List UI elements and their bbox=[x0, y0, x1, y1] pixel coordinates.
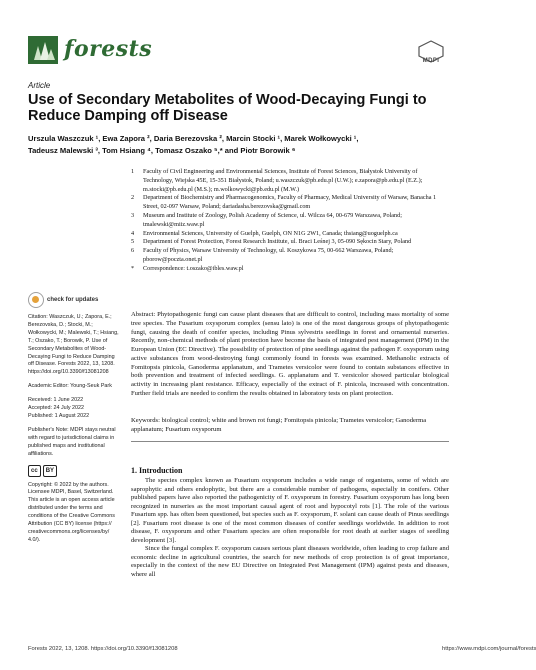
affiliation-item bbox=[131, 247, 449, 265]
forests-logo-icon bbox=[28, 36, 58, 64]
check-for-updates[interactable] bbox=[28, 292, 120, 308]
accepted-date: Accepted: 24 July 2022 bbox=[28, 405, 85, 412]
affiliation-number: 3 bbox=[131, 211, 135, 219]
citation-block[interactable]: Citation: Waszczuk, U.; Zapora, E.; Berezovska, D.; Stocki, M.; Wołkowycki, M.; Malewski, T.; Hsiang, T.; Oszako, T.; Borowik, P. Use of Secondary Metabolites of Wood-Decaying Fungi to Reduce Damping off Disease. Forests 2022, 13, 1208. https://doi.org/10.3390/f13081208 bbox=[28, 314, 119, 376]
authors-line-1[interactable]: Urszula Waszczuk ¹, Ewa Zapora ², Daria Berezovska ², Marcin Stocki ¹, Marek Wołkowycki ¹, bbox=[28, 134, 359, 143]
intro-paragraph: The species complex known as Fusarium oxysporum includes a wide range of organisms, some of which are saprophytic and others endophytic, but there are a considerable number of pathogens, especially in conifers. Other published papers have also reported the pathogenicity of F. oxysporum in forestry. Fusarium oxysporum has long been recognized in nurseries as the most important causal agent of root and hypocotyl rots [1]. The role of the various Fusarium spp. has often been questioned, but species such as F. oxysporum, F. solani can cause death of Pinus seedlings [2]. Fusarium root disease is one of the most common diseases of conifer seedlings worldwide. In addition to root disease, F. oxysporum and other Fusarium species are often responsible for root death at earlier stages of seedling development [3]. bbox=[131, 477, 449, 544]
article-title: Use of Secondary Metabolites of Wood-Decaying Fungi to Reduce Damping off Disease bbox=[28, 92, 427, 124]
affiliation-text: Environmental Sciences, University of Guelph, Guelph, ON N1G 2W1, Canada; thsiang@uoguelph.ca bbox=[143, 229, 398, 237]
affiliation-number: * bbox=[131, 264, 135, 272]
abstract: Abstract: Phytopathogenic fungi can cause plant diseases that are difficult to control, including mass mortality of some tree species. The Fusarium oxysporum complex (sensu lato) is one of the most dangerous groups of phytopathogenic fungi, causing the death of conifer species, including Pinus sylvestris seedlings in forest and ornamental nurseries. Recently, non-chemical methods of plant protection have become the basis of integrated pest management (IPM) in the European Union (EC Directive). The possibility of protection of pine seedlings against the pathogen F. oxysporum using active substances from wood-destroying fungi commonly found in forests was examined. Methanolic extracts of Fomitopsis pinicola, Ganoderma applanatum, and Trametes versicolor were found to contain substances effective in both prevention and treatment of infected seedlings. G. applanatum and T. versicolor showed particular biological activity in increasing plant resistance. Efficacy, especially of the extract of F. pinicola, increased with concentration. Further field trials are needed to confirm the results obtained in laboratory tests on plant protection. bbox=[131, 311, 449, 397]
affiliation-number: 5 bbox=[131, 238, 135, 246]
received-date: Received: 1 June 2022 bbox=[28, 397, 84, 404]
affiliation-text: Faculty of Civil Engineering and Environmental Sciences, Institute of Forest Sciences, Białystok University of Technology, Wiejska 45E, 15-351 Białystok, Poland; u.waszczuk@pb.edu.pl (U.W.); e.zapora@pb.edu.pl (E.Z.); m.stocki@pb.edu.pl (M.S.); m.wolkowycki@pb.edu.pl (M.W.) bbox=[143, 168, 423, 193]
affiliation-item bbox=[131, 212, 449, 230]
introduction-heading: 1. Introduction bbox=[131, 466, 183, 475]
keywords: Keywords: biological control; white and brown rot fungi; Fomitopsis pinicola; Trametes versicolor; Ganoderma applanatum; Fusarium oxysporum bbox=[131, 417, 427, 433]
affiliation-text: Department of Forest Protection, Forest Research Institute, ul. Braci Leśnej 3, 05-090 Sękocin Stary, Poland bbox=[143, 238, 412, 246]
cc-license-badge[interactable] bbox=[28, 465, 120, 477]
cc-icon: cc bbox=[28, 465, 41, 477]
mdpi-hexagon-icon bbox=[414, 40, 448, 58]
journal-url[interactable]: https://www.mdpi.com/journal/forests bbox=[442, 646, 536, 652]
correspondence-email[interactable]: Correspondence: t.oszako@ibles.waw.pl bbox=[143, 264, 244, 272]
affiliation-item bbox=[131, 168, 449, 194]
affiliation-number: 6 bbox=[131, 247, 135, 255]
published-date: Published: 1 August 2022 bbox=[28, 412, 90, 419]
copyright-notice: Copyright: © 2022 by the authors. Licensee MDPI, Basel, Switzerland. This article is an open access article distributed under the terms and conditions of the Creative Commons Attribution (CC BY) license (https:// creativecommons.org/licenses/by/ 4.0/). bbox=[28, 481, 115, 543]
affiliation-text: Department of Biochemistry and Pharmacogenomics, Faculty of Pharmacy, Medical University of Warsaw, Banacha 1 Street, 02-097 Warsaw, Poland; dariadasha.berezovska@gmail.com bbox=[143, 194, 437, 211]
introduction-body bbox=[131, 477, 449, 579]
journal-header bbox=[28, 34, 448, 74]
article-type: Article bbox=[28, 81, 51, 90]
authors-line-2[interactable]: Tadeusz Malewski ³, Tom Hsiang ⁴, Tomasz Oszako ⁵,* and Piotr Borowik ⁶ bbox=[28, 146, 296, 155]
mdpi-logo[interactable] bbox=[414, 40, 448, 70]
check-updates-icon bbox=[28, 292, 44, 308]
intro-paragraph: Since the fungal complex F. oxysporum causes serious plant diseases worldwide, often leading to crop failure and economic decline in agricultural countries, the search for new methods of crop protection is of great importance, especially in the context of the new EU Directive on Integrated Pest Management (IPM) against pests and diseases, where all bbox=[131, 545, 449, 578]
affiliation-item bbox=[131, 194, 449, 212]
affiliation-number: 2 bbox=[131, 194, 135, 202]
section-divider bbox=[131, 441, 449, 442]
correspondence bbox=[131, 265, 449, 274]
article-sidebar bbox=[28, 292, 120, 551]
affiliation-item bbox=[131, 238, 449, 247]
affiliation-text: Museum and Institute of Zoology, Polish Academy of Science, ul. Wilcza 64, 00-679 Warszawa, Poland; tmalewski@miiz.waw.pl bbox=[143, 211, 402, 228]
footer-citation[interactable]: Forests 2022, 13, 1208. https://doi.org/10.3390/f13081208 bbox=[28, 646, 178, 652]
page-footer bbox=[28, 646, 536, 652]
affiliation-number: 1 bbox=[131, 168, 135, 175]
affiliation-number: 4 bbox=[131, 229, 135, 237]
journal-name[interactable]: forests bbox=[64, 36, 153, 62]
academic-editor: Academic Editor: Young-Seuk Park bbox=[28, 383, 112, 390]
by-icon: BY bbox=[43, 465, 57, 477]
affiliation-item bbox=[131, 230, 449, 239]
check-updates-label: check for updates bbox=[47, 296, 99, 303]
affiliation-text: Faculty of Physics, Warsaw University of Technology, ul. Koszykowa 75, 00-662 Warszawa, Poland; pborow@poczta.onet.pl bbox=[143, 247, 394, 263]
publisher-name: MDPI bbox=[422, 58, 440, 64]
author-list bbox=[28, 133, 448, 157]
affiliations bbox=[131, 168, 449, 274]
publisher-note: Publisher's Note: MDPI stays neutral with regard to jurisdictional claims in published maps and institutional affiliations. bbox=[28, 426, 116, 457]
